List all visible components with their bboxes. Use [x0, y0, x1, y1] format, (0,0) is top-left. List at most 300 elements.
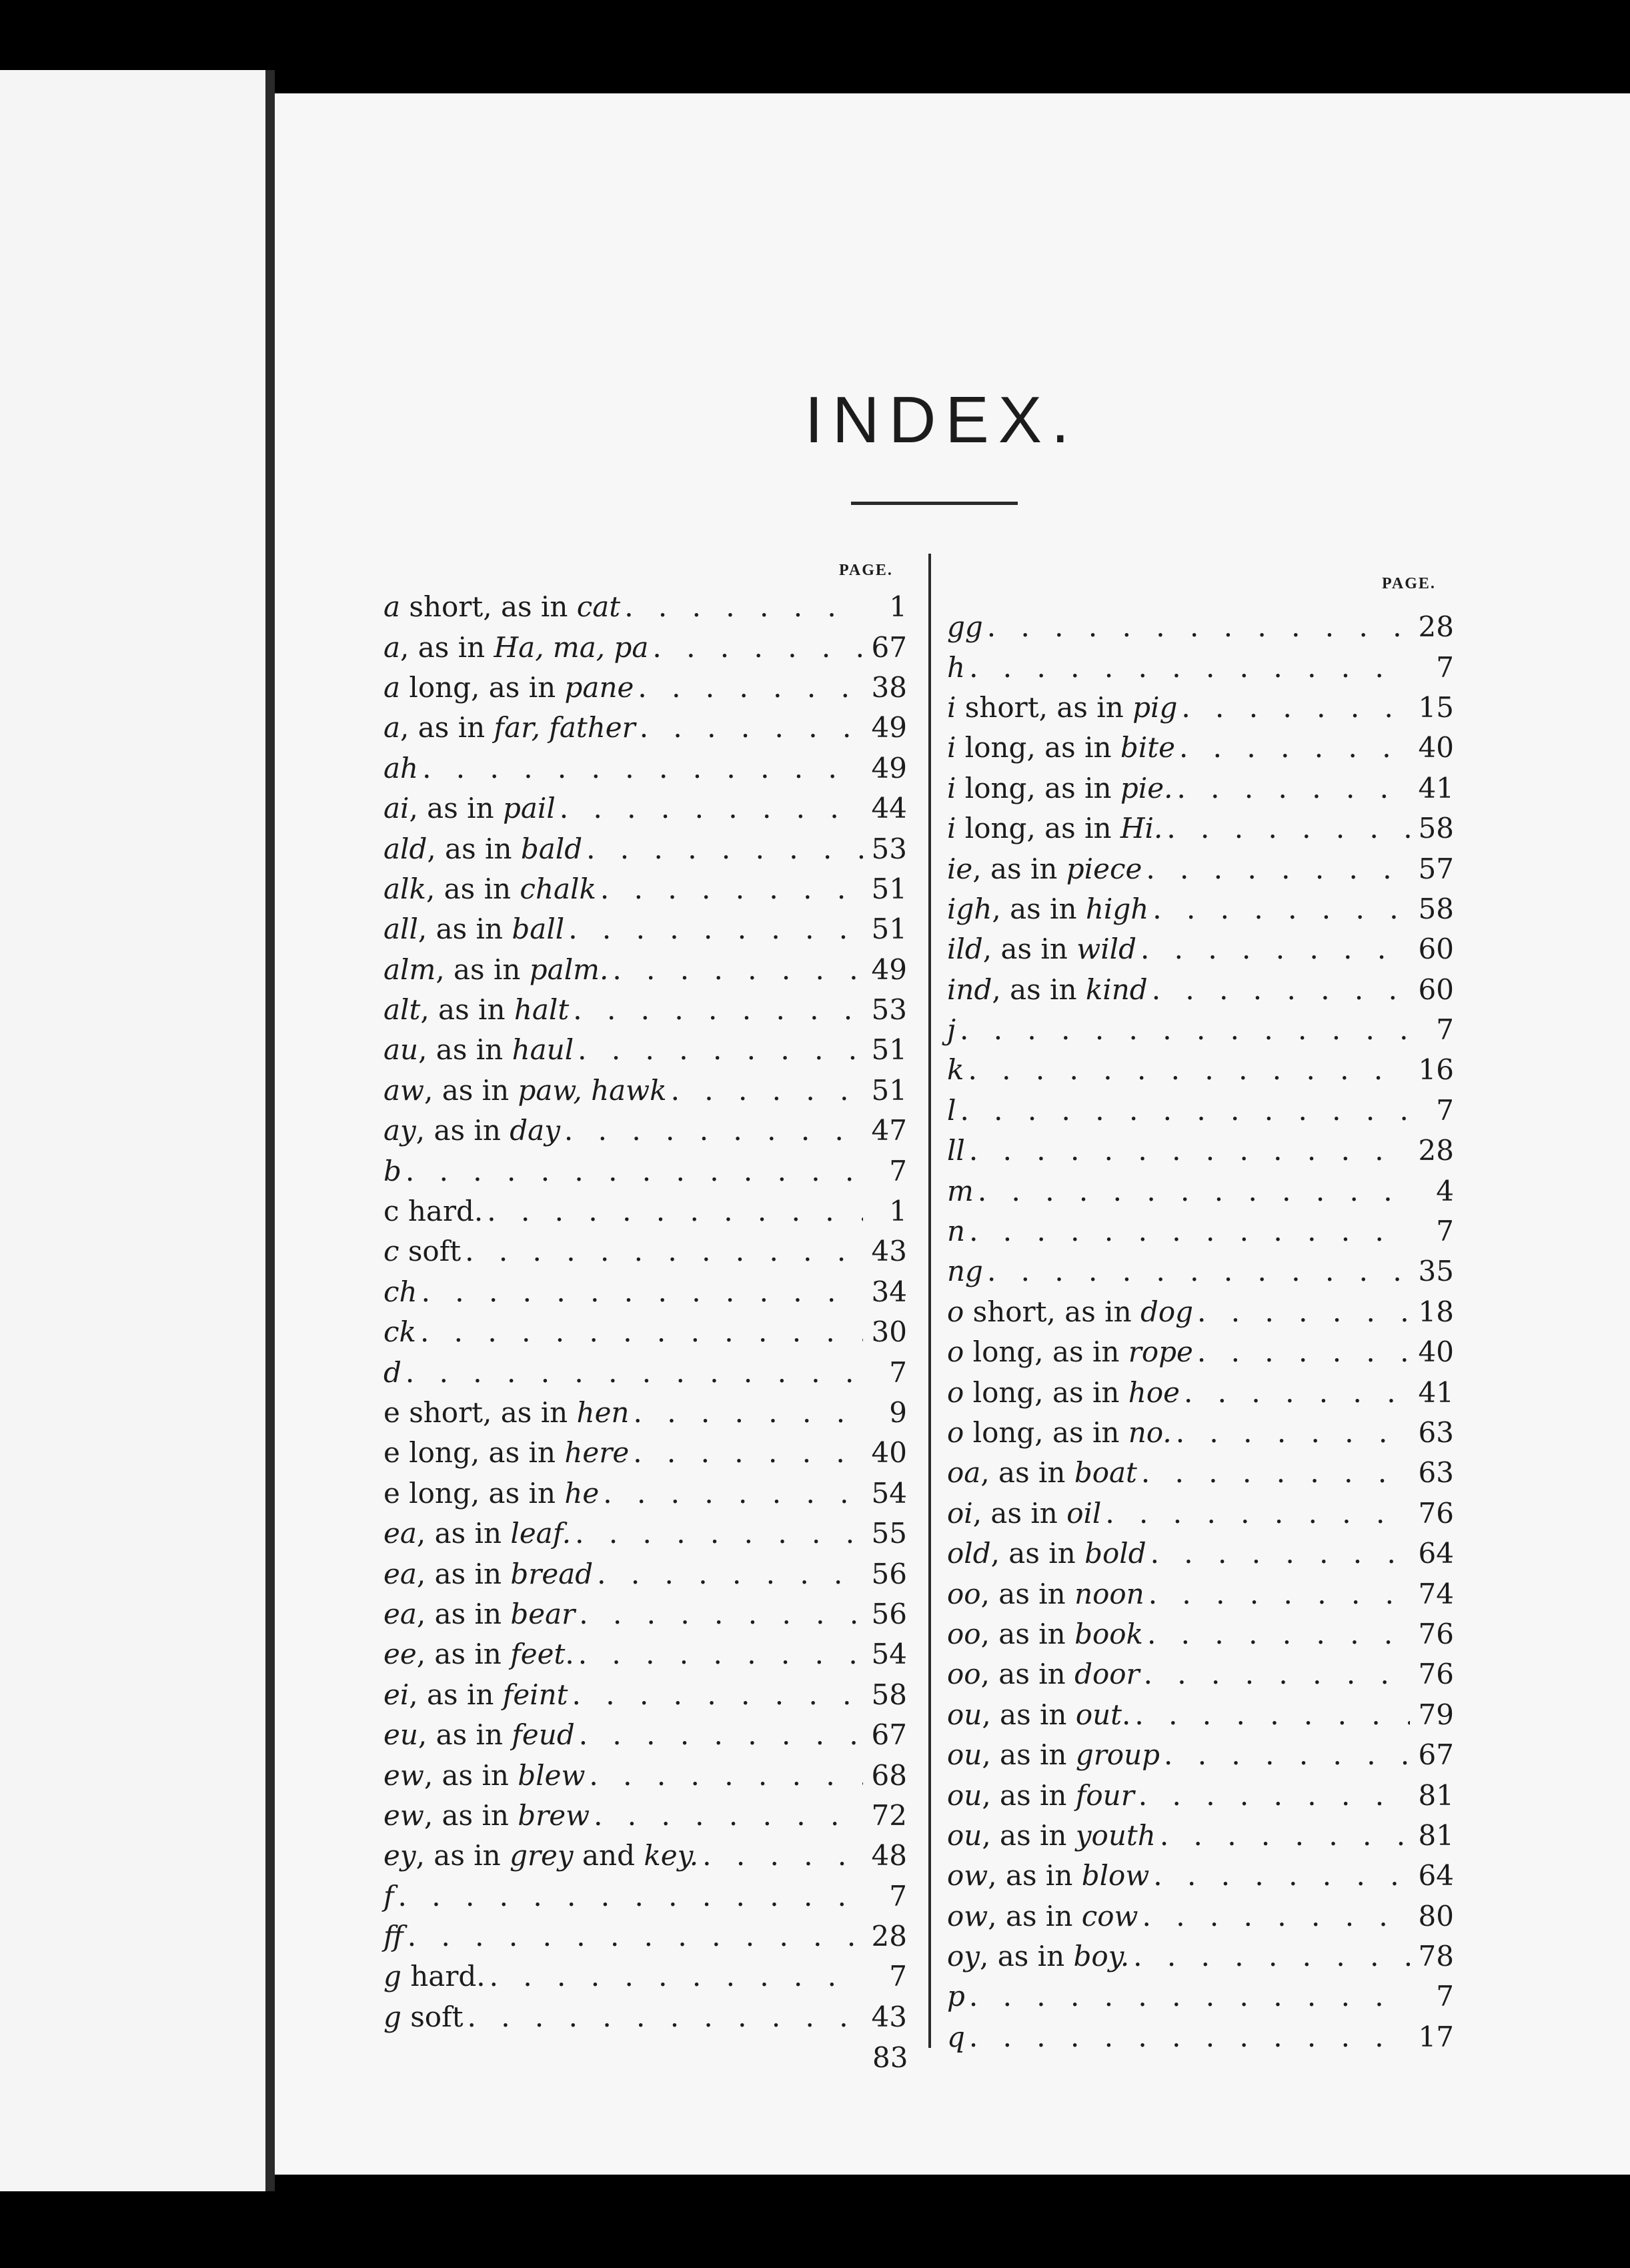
term-text: , as in [400, 711, 494, 744]
page-reference: 67 [1418, 1738, 1454, 1772]
index-entry [383, 1956, 907, 1997]
index-column-left [383, 587, 907, 2037]
term-italic-text: boat [1074, 1456, 1137, 1490]
index-term [383, 1154, 401, 1187]
index-term [947, 933, 1136, 966]
page-reference: 1 [889, 590, 907, 624]
dot-leader [564, 1117, 863, 1145]
term-italic-text: p [947, 1980, 965, 2013]
page-reference: 53 [871, 832, 907, 865]
dot-leader [573, 996, 863, 1024]
dot-leader [633, 1439, 863, 1467]
page-reference: 7 [889, 1355, 907, 1389]
index-term [947, 1416, 1172, 1449]
term-italic-text: k [947, 1053, 964, 1087]
index-entry [383, 1191, 907, 1231]
index-term [383, 832, 583, 865]
term-text: , as in [416, 1114, 510, 1147]
index-term [383, 751, 419, 784]
term-italic-text: ff [383, 1920, 403, 1953]
page-reference: 28 [871, 1920, 907, 1953]
term-text: long, as in [964, 1335, 1128, 1369]
dot-leader [578, 1036, 863, 1064]
term-italic-text: blow [1081, 1859, 1150, 1892]
dot-leader [603, 1480, 863, 1508]
term-text: , as in [420, 993, 514, 1027]
index-entry [383, 1272, 907, 1312]
dot-leader [408, 1922, 863, 1950]
index-entry [947, 1896, 1454, 1936]
term-italic-text: feud [512, 1718, 575, 1752]
term-italic-text: oil [1066, 1496, 1102, 1530]
term-text: , as in [980, 1577, 1075, 1610]
index-entry [383, 1916, 907, 1956]
index-term [947, 1698, 1131, 1731]
index-term [947, 1738, 1160, 1772]
index-entry [947, 970, 1454, 1010]
index-term [947, 1295, 1194, 1328]
page-reference: 16 [1418, 1053, 1454, 1087]
term-italic-text: youth [1075, 1818, 1156, 1852]
page-reference: 58 [871, 1678, 907, 1711]
term-italic-text: o [947, 1295, 964, 1328]
index-term [383, 1718, 575, 1752]
term-italic-text: au [383, 1033, 419, 1067]
term-italic-text: o [947, 1375, 964, 1409]
index-term [383, 1920, 403, 1953]
dot-leader [572, 1681, 863, 1709]
term-italic-text: ou [947, 1698, 982, 1731]
index-entry [947, 1856, 1454, 1896]
dot-leader [589, 1762, 863, 1790]
index-entry [383, 788, 907, 828]
dot-leader [568, 915, 863, 943]
page-reference: 51 [871, 1073, 907, 1107]
dot-leader [671, 1077, 863, 1105]
term-italic-text: pig [1132, 690, 1178, 724]
page-reference: 17 [1418, 2020, 1454, 2053]
term-italic-text: g [383, 2000, 401, 2033]
index-term [383, 1557, 594, 1590]
term-italic-text: ei [383, 1678, 410, 1711]
term-text: , as in [988, 1859, 1082, 1892]
term-text: and [573, 1839, 644, 1872]
page-title: INDEX. [804, 383, 1079, 456]
term-italic-text: alk [383, 872, 426, 905]
page-reference: 57 [1418, 852, 1454, 885]
dot-leader [612, 956, 863, 984]
index-entry [383, 1030, 907, 1070]
index-entry [947, 688, 1454, 728]
index-entry [947, 848, 1454, 889]
index-entry [947, 728, 1454, 768]
term-text: . [1122, 1698, 1131, 1731]
term-italic-text: ind [947, 973, 992, 1006]
term-italic-text: q [947, 2020, 965, 2053]
index-entry [383, 1796, 907, 1836]
term-text: soft [399, 1235, 462, 1268]
term-text: , as in [990, 1537, 1085, 1570]
index-entry [383, 1151, 907, 1191]
page-reference: 7 [889, 1879, 907, 1912]
page-reference: 7 [889, 1154, 907, 1187]
dot-leader [1197, 1338, 1410, 1366]
right-page-column-header: PAGE. [1382, 575, 1436, 592]
index-entry [947, 1292, 1454, 1332]
index-entry [947, 607, 1454, 647]
term-text: long, as in [964, 1416, 1128, 1449]
index-term [383, 1073, 667, 1107]
dot-leader [1176, 1419, 1410, 1447]
term-italic-text: oo [947, 1658, 981, 1691]
index-term [947, 1982, 965, 2011]
index-entry [947, 1976, 1454, 2017]
index-entry [947, 1372, 1454, 1412]
term-italic-text: l [947, 1093, 956, 1127]
page-number: 83 [872, 2041, 908, 2074]
dot-leader [1181, 694, 1410, 722]
index-term [947, 1899, 1138, 1932]
dot-leader [969, 1137, 1410, 1165]
term-italic-text: bear [510, 1597, 576, 1630]
term-italic-text: a [383, 670, 401, 704]
index-entry [383, 1433, 907, 1473]
term-text: , as in [416, 1638, 511, 1671]
page-reference: 40 [1418, 1335, 1454, 1369]
term-italic-text: hoe [1128, 1375, 1180, 1409]
index-entry [383, 828, 907, 869]
term-italic-text: hen [576, 1396, 630, 1429]
index-entry [383, 1715, 907, 1755]
page-reference: 54 [871, 1476, 907, 1510]
index-term [947, 1093, 956, 1127]
term-italic-text: n [947, 1215, 966, 1248]
term-italic-text: oi [947, 1496, 973, 1530]
page-reference: 76 [1418, 1658, 1454, 1691]
index-entry [383, 1836, 907, 1876]
index-term [947, 1456, 1137, 1490]
term-text: c hard. [383, 1195, 484, 1228]
dot-leader [1144, 1660, 1410, 1688]
index-entry [947, 2017, 1454, 2057]
term-italic-text: igh [947, 892, 992, 925]
term-text: hard. [401, 1960, 486, 1993]
term-italic-text: i [947, 690, 956, 724]
dot-leader [1160, 1822, 1410, 1850]
term-italic-text: ou [947, 1818, 982, 1852]
dot-leader [1152, 895, 1410, 923]
index-entry [383, 1352, 907, 1392]
term-italic-text: ah [383, 751, 419, 784]
term-italic-text: grey [510, 1839, 574, 1872]
term-italic-text: brew [518, 1798, 590, 1832]
index-term [383, 1476, 600, 1510]
page-reference: 76 [1418, 1496, 1454, 1530]
term-italic-text: no. [1128, 1416, 1172, 1449]
term-italic-text: eu [383, 1718, 418, 1752]
index-term [383, 1597, 576, 1630]
term-text: , as in [424, 1758, 518, 1792]
term-text: soft [401, 2000, 464, 2033]
term-italic-text: m [947, 1174, 974, 1207]
index-entry [383, 1071, 907, 1111]
dot-leader [968, 1056, 1410, 1084]
term-italic-text: ald [383, 832, 428, 865]
dot-leader [490, 1962, 863, 1991]
term-italic-text: bald [520, 832, 583, 865]
term-italic-text: noon [1074, 1577, 1144, 1610]
term-italic-text: he [564, 1476, 600, 1510]
index-term [947, 892, 1149, 925]
index-term [383, 953, 609, 986]
index-entry [383, 668, 907, 708]
index-term [383, 913, 565, 946]
term-italic-text: all [383, 913, 418, 946]
term-italic-text: i [947, 812, 956, 845]
index-term [947, 1134, 965, 1167]
index-term [947, 690, 1178, 724]
index-entry [947, 929, 1454, 969]
dot-leader [1197, 1298, 1410, 1326]
index-term [947, 1496, 1102, 1530]
dot-leader [575, 1520, 863, 1548]
page-reference: 41 [1418, 771, 1454, 804]
index-term [947, 771, 1173, 804]
index-term [383, 1517, 572, 1550]
term-italic-text: ew [383, 1758, 424, 1792]
index-entry [947, 1251, 1454, 1291]
dot-leader [960, 1097, 1410, 1125]
dot-leader [960, 1016, 1410, 1044]
index-entry [947, 1131, 1454, 1171]
term-text: . [565, 1638, 574, 1671]
dot-leader [969, 2023, 1410, 2051]
index-term [383, 590, 621, 624]
term-text: short, as in [956, 690, 1133, 724]
term-italic-text: kind [1085, 973, 1148, 1006]
term-text: , as in [972, 852, 1066, 885]
term-italic-text: j [947, 1013, 956, 1047]
page-reference: 43 [871, 2000, 907, 2033]
term-text: long, as in [956, 731, 1120, 764]
page-reference: 74 [1418, 1577, 1454, 1610]
dot-leader [652, 634, 863, 662]
dot-leader [420, 1318, 863, 1346]
page-reference: 7 [1436, 1093, 1454, 1127]
term-italic-text: wild [1076, 933, 1136, 966]
term-italic-text: halt [514, 993, 570, 1027]
term-italic-text: Ha, ma, pa [494, 630, 649, 664]
term-italic-text: oo [947, 1577, 981, 1610]
dot-leader [579, 1721, 863, 1749]
index-entry [383, 1675, 907, 1715]
term-text: long, as in [400, 670, 565, 704]
index-entry [383, 1514, 907, 1554]
page-reference: 55 [871, 1517, 907, 1550]
index-term [383, 872, 596, 905]
term-italic-text: bold [1084, 1537, 1146, 1570]
page-reference: 7 [1436, 650, 1454, 684]
index-entry [947, 1010, 1454, 1050]
index-term [383, 1638, 574, 1671]
index-entry [947, 647, 1454, 687]
dot-leader [1164, 1741, 1410, 1769]
page-reference: 67 [871, 630, 907, 664]
index-entry [947, 1816, 1454, 1856]
term-text: , as in [416, 1557, 511, 1590]
dot-leader [1146, 855, 1410, 883]
page-reference: 49 [871, 711, 907, 744]
dot-leader [1166, 814, 1410, 842]
term-text: e long, as in [383, 1476, 565, 1510]
dot-leader [1138, 1782, 1410, 1810]
index-term [383, 1962, 486, 1991]
index-term [947, 1375, 1180, 1409]
index-entry [947, 1534, 1454, 1574]
term-italic-text: book [1074, 1617, 1143, 1650]
term-italic-text: out [1075, 1698, 1122, 1731]
dot-leader [978, 1177, 1410, 1205]
index-term [947, 1778, 1134, 1812]
term-text: , as in [980, 1617, 1075, 1650]
index-entry [947, 1413, 1454, 1453]
dot-leader [1152, 976, 1410, 1004]
index-term [947, 1658, 1140, 1691]
dot-leader [594, 1802, 863, 1830]
page-reference: 63 [1418, 1456, 1454, 1490]
page-reference: 44 [871, 792, 907, 825]
dot-leader [969, 654, 1410, 682]
page-reference: 54 [871, 1638, 907, 1671]
dot-leader [969, 1982, 1410, 2011]
index-entry [947, 808, 1454, 848]
term-italic-text: four [1075, 1778, 1134, 1812]
term-italic-text: door [1074, 1658, 1140, 1691]
term-italic-text: o [947, 1335, 964, 1369]
dot-leader [578, 1640, 863, 1668]
index-entry [383, 627, 907, 667]
term-text: , as in [436, 953, 530, 986]
page-reference: 49 [871, 751, 907, 784]
term-italic-text: chalk [520, 872, 596, 905]
index-term [947, 973, 1148, 1006]
term-italic-text: blew [518, 1758, 586, 1792]
page-reference: 60 [1418, 933, 1454, 966]
term-text: , as in [980, 1456, 1074, 1490]
term-italic-text: ck [383, 1315, 416, 1349]
term-text: , as in [416, 1597, 511, 1630]
term-italic-text: ea [383, 1597, 417, 1630]
term-italic-text: o [947, 1416, 964, 1449]
term-text: , as in [418, 1718, 512, 1752]
term-italic-text: a [383, 590, 401, 624]
term-italic-text: Hi. [1120, 812, 1163, 845]
term-text: e short, as in [383, 1396, 577, 1429]
dot-leader [422, 1278, 863, 1306]
term-text: , as in [982, 1698, 1076, 1731]
term-text: long, as in [956, 771, 1120, 804]
term-italic-text: ie [947, 852, 973, 885]
index-entry [383, 1876, 907, 1916]
term-italic-text: cat [576, 590, 621, 624]
term-italic-text: h [947, 650, 966, 684]
dot-leader [1176, 774, 1410, 802]
page-reference: 56 [871, 1557, 907, 1590]
term-italic-text: key. [644, 1839, 699, 1872]
term-text: , as in [982, 1778, 1076, 1812]
index-entry [383, 1554, 907, 1594]
page-reference: 18 [1418, 1295, 1454, 1328]
index-entry [947, 1091, 1454, 1131]
term-italic-text: ee [383, 1638, 417, 1671]
index-entry [383, 950, 907, 990]
term-italic-text: paw, hawk [518, 1073, 667, 1107]
index-term [947, 610, 983, 644]
term-italic-text: ou [947, 1738, 982, 1772]
page-reference: 58 [1418, 812, 1454, 845]
page-reference: 49 [871, 953, 907, 986]
term-italic-text: rope [1128, 1335, 1193, 1369]
term-italic-text: ea [383, 1517, 417, 1550]
page-reference: 7 [1436, 1980, 1454, 2013]
page-reference: 79 [1418, 1698, 1454, 1731]
page-reference: 4 [1436, 1174, 1454, 1207]
term-text: , as in [424, 1798, 518, 1832]
term-text: , as in [427, 832, 521, 865]
index-term [947, 1859, 1150, 1892]
page-reference: 56 [871, 1597, 907, 1630]
index-entry [383, 1231, 907, 1271]
term-italic-text: bread [510, 1557, 594, 1590]
term-italic-text: feint [502, 1678, 568, 1711]
page-reference: 64 [1418, 1859, 1454, 1892]
term-text: , as in [992, 892, 1086, 925]
term-text: , as in [418, 913, 512, 946]
index-entry [383, 1393, 907, 1433]
page-reference: 67 [871, 1718, 907, 1752]
index-entry [383, 1312, 907, 1352]
dot-leader [1141, 1459, 1410, 1487]
term-text: , as in [982, 1738, 1076, 1772]
term-italic-text: alm [383, 953, 436, 986]
index-term [947, 852, 1142, 885]
term-italic-text: b [383, 1154, 401, 1187]
index-term [947, 731, 1175, 764]
index-entry [947, 1654, 1454, 1694]
term-italic-text: a [383, 630, 401, 664]
term-italic-text: c [383, 1235, 399, 1268]
index-term [947, 1577, 1144, 1610]
page-reference: 7 [1436, 1215, 1454, 1248]
index-column-right [947, 607, 1454, 2057]
index-entry [383, 869, 907, 909]
index-term [383, 1275, 418, 1308]
term-italic-text: bite [1120, 731, 1175, 764]
dot-leader [597, 1560, 863, 1588]
term-italic-text: a [383, 711, 401, 744]
page-reference: 64 [1418, 1537, 1454, 1570]
dot-leader [1134, 1701, 1410, 1729]
index-entry [383, 1474, 907, 1514]
page-reference: 76 [1418, 1617, 1454, 1650]
term-text: , as in [418, 1033, 512, 1067]
dot-leader [634, 1399, 864, 1427]
page-reference: 68 [871, 1758, 907, 1792]
term-text: , as in [992, 973, 1086, 1006]
index-entry [947, 1695, 1454, 1735]
term-italic-text: here [564, 1436, 630, 1470]
term-italic-text: ball [512, 913, 565, 946]
